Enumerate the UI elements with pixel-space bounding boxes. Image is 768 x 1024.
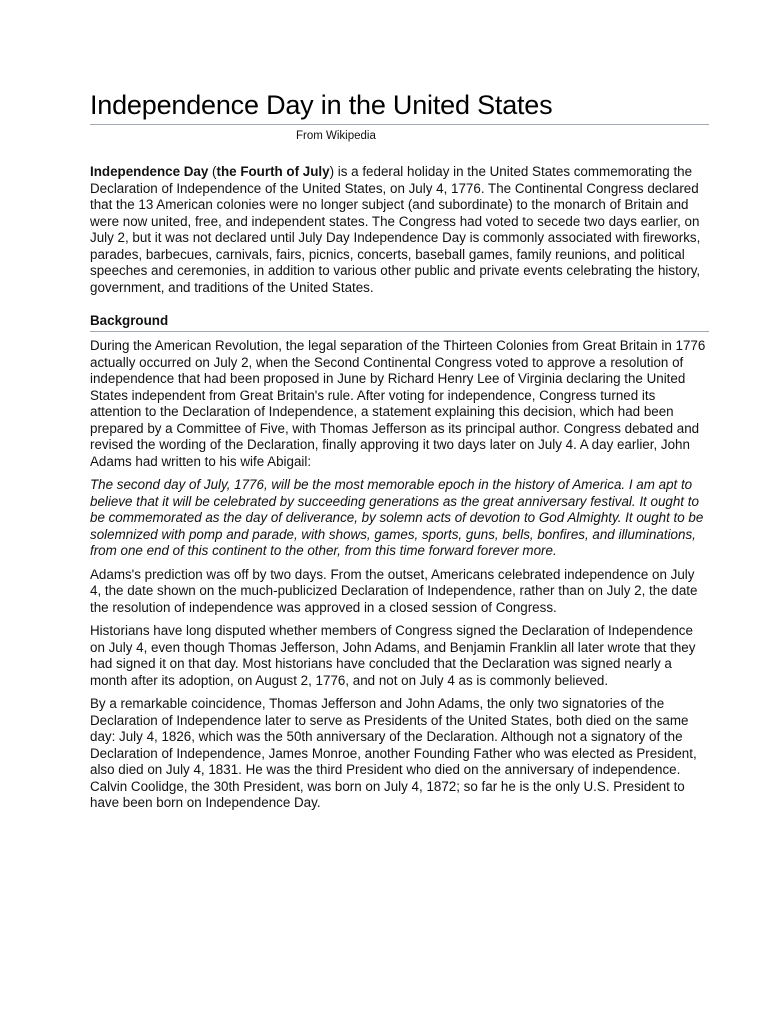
source-note: From Wikipedia [296,130,376,142]
background-paragraph-4: By a remarkable coincidence, Thomas Jefferson and John Adams, the only two signatories of the Declaration of Independence later to serve as Presidents of the United States, both died on the same day: July 4, 1826, which was the 50th anniversary of the Declaration. Although not a signatory of the Declaration of Independence, James Monroe, another Founding Father who was elected as President, also died on July 4, 1831. He was the third President who died on the anniversary of independence. Calvin Coolidge, the 30th President, was born on July 4, 1872; so far he is the only U.S. President to have been born on Independence Day. [90,696,697,810]
page-title: Independence Day in the United States [90,88,709,125]
adams-quote: The second day of July, 1776, will be the most memorable epoch in the history of America. I am apt to believe that it will be celebrated by succeeding generations as the great anniversary festival. It ought to be commemorated as the day of deliverance, by solemn acts of devotion to God Almighty. It ought to be solemnized with pomp and parade, with shows, games, sports, guns, bells, bonfires, and illuminations, from one end of this continent to the other, from this time forward forever more. [90,477,704,558]
lead-text: ) is a federal holiday in the United States commemorating the Declaration of Independence of the United States, on July 4, 1776. The Continental Congress declared that the 13 American colonies were no longer subject (and subordinate) to the monarch of Britain and were now united, free, and independent states. The Congress had voted to secede two days earlier, on July 2, but it was not declared until July Day Independence Day is commonly associated with fireworks, parades, barbecues, carnivals, fairs, picnics, concerts, baseball games, family reunions, and political speeches and ceremonies, in addition to various other public and private events celebrating the history, government, and traditions of the United States. [90,164,701,295]
background-paragraph-2: Adams's prediction was off by two days. From the outset, Americans celebrated independence on July 4, the date shown on the much-publicized Declaration of Independence, rather than on July 2, the date the resolution of independence was approved in a closed session of Congress. [90,566,698,615]
section-heading-background: Background [90,313,709,332]
background-paragraph-3: Historians have long disputed whether members of Congress signed the Declaration of Independence on July 4, even though Thomas Jefferson, John Adams, and Benjamin Franklin all later wrote that they had signed it on that day. Most historians have concluded that the Declaration was signed nearly a month after its adoption, on August 2, 1776, and not on July 4 as is commonly believed. [90,623,696,688]
article [90,88,709,812]
background-paragraph-1: During the American Revolution, the legal separation of the Thirteen Colonies from Great Britain in 1776 actually occurred on July 2, when the Second Continental Congress voted to approve a resolution of independence that had been proposed in June by Richard Henry Lee of Virginia declaring the United States independent from Great Britain's rule. After voting for independence, Congress turned its attention to the Declaration of Independence, a statement explaining this decision, which had been prepared by a Committee of Five, with Thomas Jefferson as its principal author. Congress debated and revised the wording of the Declaration, finally approving it two days later on July 4. A day earlier, John Adams had written to his wife Abigail: [90,338,706,469]
lead-paragraph [90,164,709,296]
lead-bold-term: Independence Day [90,164,209,179]
lead-paren-open: ( [208,164,217,179]
lead-bold-alt: the Fourth of July [216,164,330,179]
